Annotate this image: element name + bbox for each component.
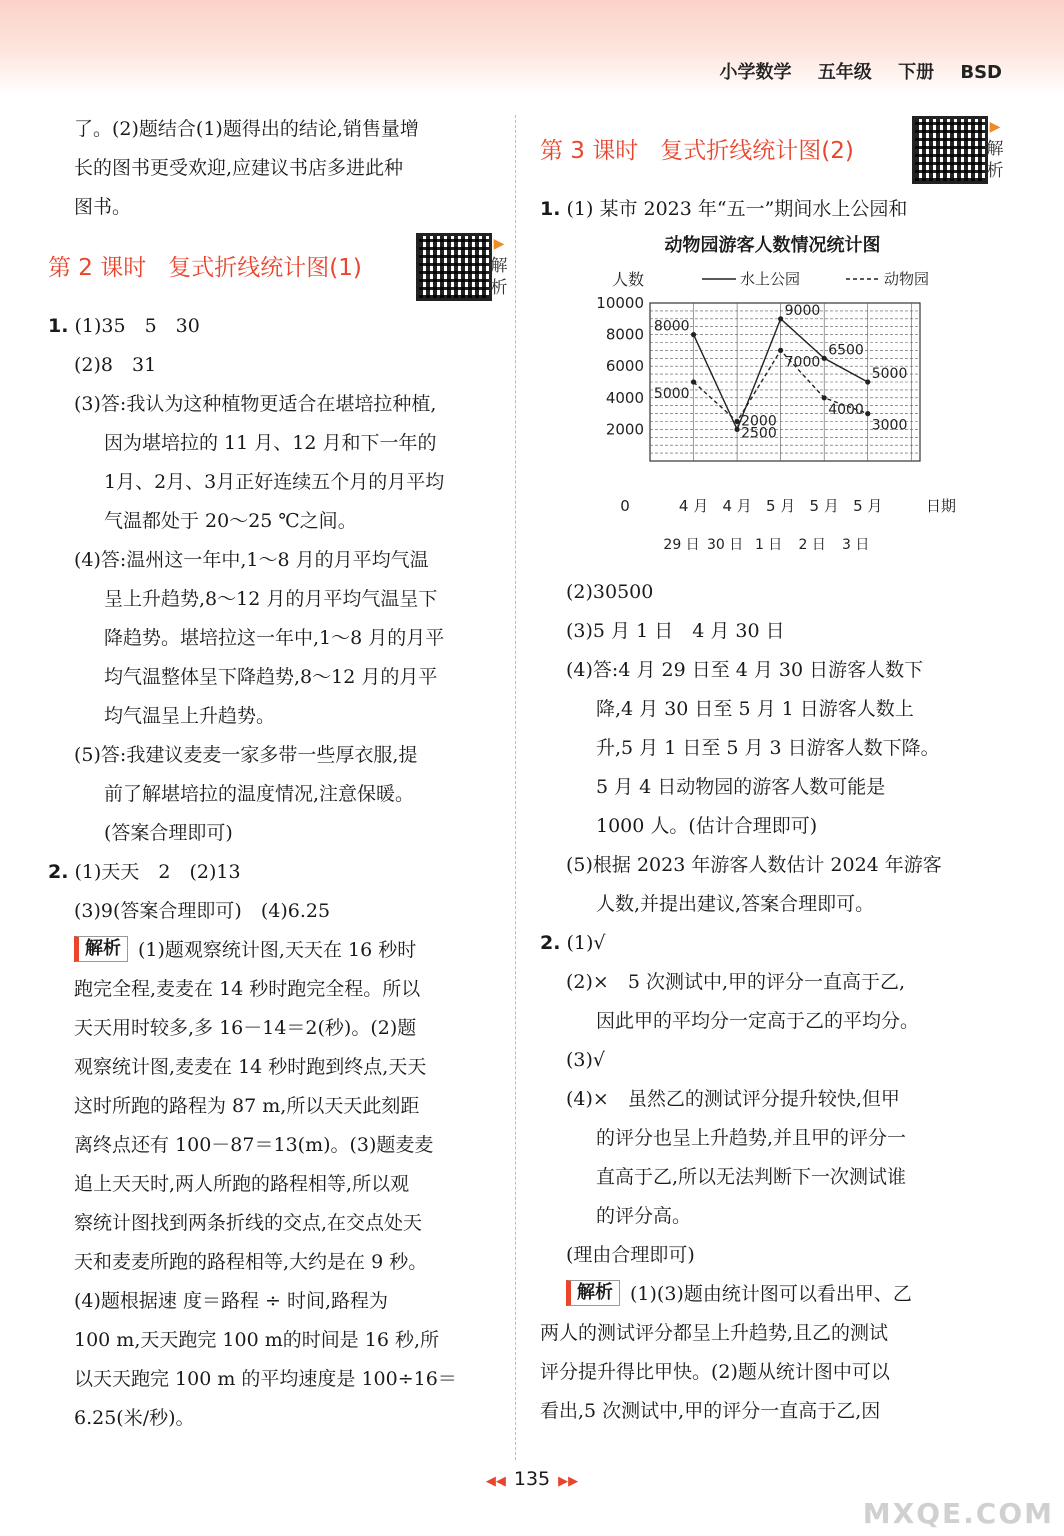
text-line: 这时所跑的路程为 87 m,所以天天此刻距 xyxy=(74,1095,420,1117)
question-2 xyxy=(540,924,1005,1431)
chart-grid xyxy=(650,303,920,461)
x-tick-label: 5 月 xyxy=(765,497,796,515)
text-line: 两人的测试评分都呈上升趋势,且乙的测试 xyxy=(540,1322,889,1344)
answer-line: (1)天天 2 (2)13 xyxy=(74,861,241,883)
prev-page-icon[interactable]: ◀◀ xyxy=(485,1474,506,1489)
text-line: 6.25(米/秒)。 xyxy=(74,1407,195,1429)
data-point xyxy=(822,356,827,361)
data-label: 6500 xyxy=(828,342,864,359)
y-tick-label: 6000 xyxy=(605,357,644,376)
qr-label-char: 解 xyxy=(986,139,1004,159)
text-line: 因为堪培拉的 11 月、12 月和下一年的 xyxy=(104,432,437,454)
text-line: 的评分高。 xyxy=(596,1205,692,1227)
answer-line: (3)9(答案合理即可) (4)6.25 xyxy=(74,900,331,922)
lesson-3-heading xyxy=(540,116,1005,186)
legend-label: 动物园 xyxy=(884,270,930,288)
header-edition: BSD xyxy=(960,62,1002,83)
text-line: 以天天跑完 100 m 的平均速度是 100÷16＝ xyxy=(74,1368,457,1390)
book-header xyxy=(700,58,1002,84)
data-point xyxy=(865,379,870,384)
intro-text xyxy=(48,110,503,227)
data-point xyxy=(734,419,739,424)
origin-label: 0 xyxy=(620,497,630,515)
question-1 xyxy=(48,307,503,853)
qr-analysis-label[interactable] xyxy=(488,233,510,299)
y-tick-label: 8000 xyxy=(605,325,644,344)
text-line: 升,5 月 1 日至 5 月 3 日游客人数下降。 xyxy=(596,737,940,759)
text-line: 直高于乙,所以无法判断下一次测试谁 xyxy=(596,1166,907,1188)
answer-1: (1)√ xyxy=(566,932,606,954)
x-tick-label: 5 月 xyxy=(809,497,839,515)
chart-title: 动物园游客人数情况统计图 xyxy=(664,235,881,256)
answer-4: (4)答:4 月 29 日至 4 月 30 日游客人数下 xyxy=(566,659,924,681)
header-grade: 五年级 xyxy=(817,62,872,83)
lesson-2-heading xyxy=(48,233,508,303)
text-line: 100 m,天天跑完 100 m的时间是 16 秒,所 xyxy=(74,1329,440,1351)
y-tick-label: 4000 xyxy=(605,388,644,407)
text-line: 的评分也呈上升趋势,并且甲的评分一 xyxy=(596,1127,907,1149)
header-volume: 下册 xyxy=(898,62,935,83)
qr-analysis-label[interactable] xyxy=(984,116,1006,182)
data-label: 3000 xyxy=(871,417,908,434)
left-column xyxy=(48,110,508,1438)
question-1 xyxy=(540,190,1005,229)
y-axis-label: 人数 xyxy=(612,270,645,289)
column-divider xyxy=(515,115,516,1460)
qr-code-icon[interactable] xyxy=(416,233,492,301)
answer-3: (3)答:我认为这种植物更适合在堪培拉种植, xyxy=(74,393,437,415)
data-label: 2500 xyxy=(741,425,777,442)
answer-3: (3)√ xyxy=(566,1049,606,1071)
data-point xyxy=(865,411,870,416)
qr-label-char: 析 xyxy=(490,278,508,298)
text-line: 人数,并提出建议,答案合理即可。 xyxy=(596,893,875,915)
lesson-label: 第 2 课时 xyxy=(48,255,147,281)
text-line: 评分提升得比甲快。(2)题从统计图中可以 xyxy=(540,1361,890,1383)
text-line: (4)题根据速 度＝路程 ÷ 时间,路程为 xyxy=(74,1290,388,1312)
question-number: 2. xyxy=(48,861,69,883)
text-line: 因此甲的平均分一定高于乙的平均分。 xyxy=(596,1010,920,1032)
text-line: 前了解堪培拉的温度情况,注意保暖。 xyxy=(104,783,415,805)
text-line: 长的图书更受欢迎,应建议书店多进此种 xyxy=(74,157,404,179)
qr-label-char: 析 xyxy=(986,161,1004,181)
lesson-name: 复式折线统计图(2) xyxy=(660,138,854,164)
data-point xyxy=(822,395,827,400)
text-line: 跑完全程,麦麦在 14 秒时跑完全程。所以 xyxy=(74,978,421,1000)
text-line: 离终点还有 100－87＝13(m)。(3)题麦麦 xyxy=(74,1134,434,1156)
data-label: 8000 xyxy=(653,318,690,335)
text-line: (1)题观察统计图,天天在 16 秒时 xyxy=(138,939,417,961)
x-tick-sublabel: 1 日 xyxy=(754,537,783,553)
x-tick-label: 4 月 xyxy=(722,497,752,515)
watermark: MXQE.COM xyxy=(862,1497,1054,1530)
chart-legend xyxy=(702,270,929,288)
next-page-icon[interactable]: ▶▶ xyxy=(558,1474,579,1489)
answer-2: (2)30500 xyxy=(566,581,654,603)
play-icon: ▶ xyxy=(493,236,505,252)
lesson-label: 第 3 课时 xyxy=(540,138,639,164)
answer-3: (3)5 月 1 日 4 月 30 日 xyxy=(566,620,785,642)
analysis-tag: 解析 xyxy=(566,1280,620,1306)
text-line: 观察统计图,麦麦在 14 秒时跑到终点,天天 xyxy=(74,1056,427,1078)
x-tick-label: 5 月 xyxy=(853,497,883,515)
text-line: (1)(3)题由统计图可以看出甲、乙 xyxy=(630,1283,912,1305)
x-tick-sublabel: 29 日 xyxy=(663,537,700,553)
text-line: 气温都处于 20～25 ℃之间。 xyxy=(104,510,357,532)
line-chart xyxy=(560,263,1000,573)
page-number: 135 xyxy=(513,1468,551,1490)
y-tick-label: 10000 xyxy=(596,294,644,312)
data-point xyxy=(778,316,783,321)
lesson-title xyxy=(540,132,854,165)
qr-code-icon[interactable] xyxy=(912,116,988,184)
data-label: 2000 xyxy=(741,413,777,430)
text-line: 天天用时较多,多 16－14＝2(秒)。(2)题 xyxy=(74,1017,417,1039)
x-tick-sublabel: 3 日 xyxy=(842,537,870,553)
text-line: 降,4 月 30 日至 5 月 1 日游客人数上 xyxy=(596,698,914,720)
text-line: 均气温整体呈下降趋势,8～12 月的月平 xyxy=(104,666,438,688)
question-1-answers xyxy=(540,573,1005,924)
lesson-title xyxy=(48,249,362,282)
header-subject: 小学数学 xyxy=(719,62,792,83)
question-number: 1. xyxy=(540,198,561,220)
data-point xyxy=(691,332,696,337)
question-number: 2. xyxy=(540,932,561,954)
lesson-name: 复式折线统计图(1) xyxy=(168,255,362,281)
text-line: (答案合理即可) xyxy=(104,822,233,844)
qr-label-char: 解 xyxy=(490,256,508,276)
data-point xyxy=(778,348,783,353)
text-line: 图书。 xyxy=(74,196,132,218)
text-line: 天和麦麦所跑的路程相等,大约是在 9 秒。 xyxy=(74,1251,428,1273)
x-tick-sublabel: 2 日 xyxy=(798,537,826,553)
data-label: 9000 xyxy=(784,302,821,319)
answer-1: (1)35 5 30 xyxy=(74,315,200,337)
play-icon: ▶ xyxy=(989,119,1001,135)
data-label: 5000 xyxy=(871,366,908,382)
question-number: 1. xyxy=(48,315,69,337)
answer-2: (2)× 5 次测试中,甲的评分一直高于乙, xyxy=(566,971,906,993)
text-line: 均气温呈上升趋势。 xyxy=(104,705,276,727)
data-point xyxy=(691,379,696,384)
right-column xyxy=(540,110,1005,1431)
answer-note: (理由合理即可) xyxy=(566,1244,695,1266)
text-line: 看出,5 次测试中,甲的评分一直高于乙,因 xyxy=(540,1400,881,1422)
x-axis-label: 日期 xyxy=(926,497,957,515)
text-line: 5 月 4 日动物园的游客人数可能是 xyxy=(596,776,886,798)
y-tick-label: 2000 xyxy=(605,420,644,439)
analysis-tag: 解析 xyxy=(74,936,128,962)
answer-2: (2)8 31 xyxy=(74,354,157,376)
text-line: 了。(2)题结合(1)题得出的结论,销售量增 xyxy=(74,118,419,140)
answer-4: (4)答:温州这一年中,1～8 月的月平均气温 xyxy=(74,549,429,571)
x-tick-label: 4 月 xyxy=(678,497,709,515)
data-label: 5000 xyxy=(653,386,690,402)
text-line: 追上天天时,两人所跑的路程相等,所以观 xyxy=(74,1173,410,1195)
data-label: 7000 xyxy=(784,354,821,371)
answer-4: (4)× 虽然乙的测试评分提升较快,但甲 xyxy=(566,1088,900,1110)
chart-intro: (1) 某市 2023 年“五一”期间水上公园和 xyxy=(566,198,908,220)
text-line: 1月、2月、3月正好连续五个月的月平均 xyxy=(104,471,445,493)
answer-5: (5)根据 2023 年游客人数估计 2024 年游客 xyxy=(566,854,942,876)
text-line: 呈上升趋势,8～12 月的月平均气温呈下 xyxy=(104,588,438,610)
question-2 xyxy=(48,853,503,1438)
answer-5: (5)答:我建议麦麦一家多带一些厚衣服,提 xyxy=(74,744,418,766)
x-tick-sublabel: 30 日 xyxy=(706,537,744,553)
data-label: 4000 xyxy=(828,401,864,418)
text-line: 察统计图找到两条折线的交点,在交点处天 xyxy=(74,1212,423,1234)
text-line: 降趋势。堪培拉这一年中,1～8 月的月平 xyxy=(104,627,445,649)
page-footer xyxy=(0,1468,1064,1490)
legend-label: 水上公园 xyxy=(740,270,801,288)
text-line: 1000 人。(估计合理即可) xyxy=(596,815,818,837)
data-point xyxy=(734,427,739,432)
